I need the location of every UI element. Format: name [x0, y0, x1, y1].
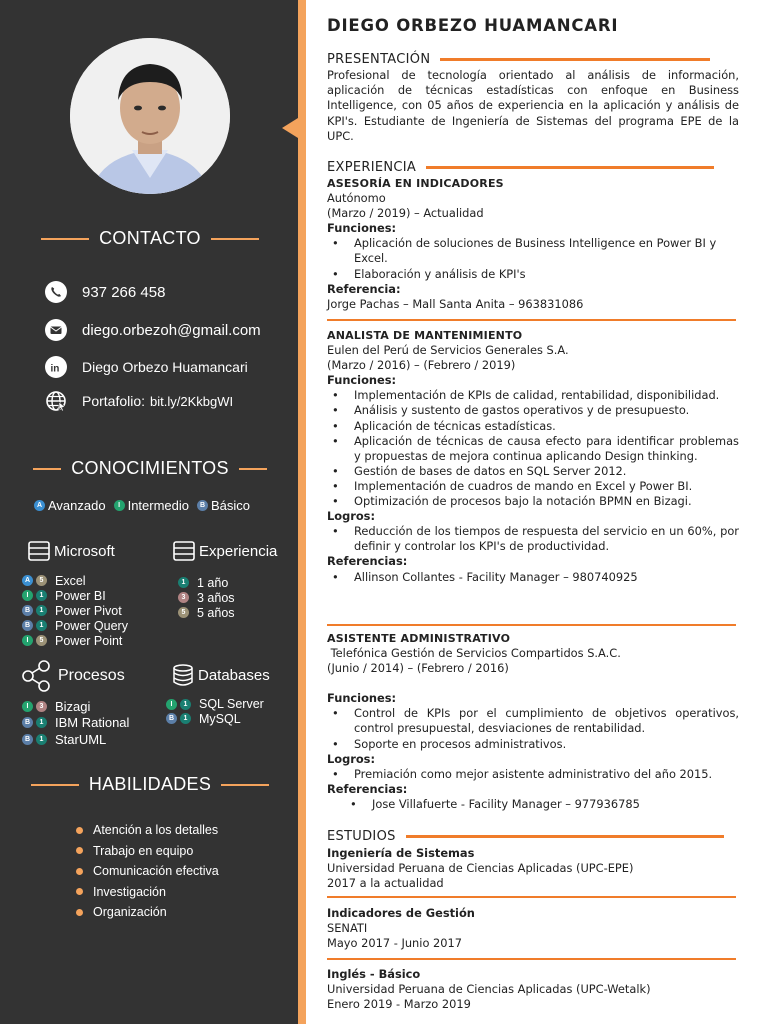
level-badge-icon: I — [22, 635, 33, 646]
job-3-company: Telefónica Gestión de Servicios Compartidos S.A.C. — [327, 646, 621, 661]
bullet-icon — [76, 868, 83, 875]
job-2-functions-label: Funciones: — [327, 373, 397, 388]
level-badge-icon: A — [22, 575, 33, 586]
job-2 — [327, 328, 739, 585]
years-badge-icon: 3 — [36, 701, 47, 712]
job-2-functions — [327, 388, 739, 509]
experience-heading — [327, 160, 714, 175]
skill-label: Excel — [55, 573, 86, 588]
job-1-title: ASESORÍA EN INDICADORES — [327, 177, 504, 190]
study-3-institution: Universidad Peruana de Ciencias Aplicadas (UPC-Wetalk) — [327, 982, 651, 997]
job-2-references — [327, 570, 739, 585]
list-item: • Allinson Collantes - Facility Manager – 980740925 — [327, 570, 739, 585]
level-badge-icon: B — [22, 717, 33, 728]
job-3-title: ASISTENTE ADMINISTRATIVO — [327, 632, 511, 645]
skill-label: 5 años — [197, 605, 235, 620]
study-2-period: Mayo 2017 - Junio 2017 — [327, 936, 463, 951]
processes-skill-list — [22, 698, 129, 748]
job-1-functions-label: Funciones: — [327, 221, 397, 236]
job-1-reference-label: Referencia: — [327, 281, 401, 296]
table-icon — [28, 541, 50, 561]
list-item: • Reducción de los tiempos de respuesta del servicio en un 60%, por definir y controlar los KPI's de productividad. — [327, 524, 739, 554]
skill-item — [76, 841, 219, 862]
list-item: • Control de KPIs por el cumplimiento de objetivos operativos, control presupuestal, desviaciones de rentabilidad. — [327, 706, 739, 736]
study-3-period: Enero 2019 - Marzo 2019 — [327, 997, 471, 1012]
processes-title-label: Procesos — [58, 667, 125, 684]
skill-item — [76, 861, 219, 882]
experience-heading-label: EXPERIENCIA — [327, 160, 417, 175]
list-item: • Soporte en procesos administrativos. — [327, 737, 739, 752]
list-item: • Jose Villafuerte - Facility Manager – 977936785 — [345, 797, 739, 812]
portfolio-label: Portafolio: — [82, 393, 146, 409]
presentation-text: Profesional de tecnología orientado al análisis de información, aplicación de técnicas estadísticas con enfoque en Business Intelligence, con 05 años de experiencia en la aplicación y análisis de KPI's. Estudiante de Ingeniería de Sistemas del programa EPE de la UPC. — [327, 68, 739, 143]
skill-label: Power Point — [55, 633, 123, 648]
skill-row — [22, 588, 128, 603]
skills-heading-label: HABILIDADES — [88, 774, 212, 794]
experience-year-list — [178, 575, 235, 620]
studies-heading-label: ESTUDIOS — [327, 829, 396, 844]
avatar — [70, 38, 230, 194]
database-icon — [172, 664, 194, 686]
knowledge-heading — [20, 458, 280, 479]
spacer — [327, 676, 739, 691]
skill-row — [166, 712, 264, 727]
skill-item-label: Comunicación efectiva — [93, 864, 219, 879]
skill-label: StarUML — [55, 731, 107, 747]
page-title: DIEGO ORBEZO HUAMANCARI — [327, 16, 619, 35]
years-badge-icon: 1 — [178, 577, 189, 588]
experience-title-label: Experiencia — [199, 542, 278, 560]
skill-row — [22, 715, 129, 732]
job-3-functions — [327, 706, 739, 751]
job-1 — [327, 176, 739, 312]
linkedin-icon — [44, 355, 68, 379]
years-badge-icon: 1 — [180, 713, 191, 724]
list-item: • Implementación de KPIs de calidad, rentabilidad, disponibilidad. — [327, 388, 739, 403]
skill-row — [22, 698, 129, 715]
list-item: • Aplicación de soluciones de Business Intelligence en Power BI y Excel. — [327, 236, 739, 266]
job-3 — [327, 631, 739, 812]
skill-label: 3 años — [197, 590, 235, 605]
job-3-references — [327, 797, 739, 812]
job-3-achievements-label: Logros: — [327, 751, 376, 766]
microsoft-skill-list — [22, 573, 128, 648]
level-badge-icon: B — [22, 620, 33, 631]
contact-email — [44, 318, 261, 342]
legend-advanced: Avanzado — [48, 498, 106, 513]
skill-item-label: Organización — [93, 905, 167, 920]
contact-linkedin — [44, 355, 248, 379]
skill-label: Power Pivot — [55, 603, 122, 618]
databases-skill-list — [166, 697, 264, 726]
sidebar-pointer-arrow — [282, 118, 298, 138]
list-item: • Optimización de procesos bajo la notación BPMN en Bizagi. — [327, 494, 739, 509]
level-badge-icon: I — [22, 701, 33, 712]
skill-item-label: Investigación — [93, 884, 166, 899]
skill-label: Power Query — [55, 618, 128, 633]
section-divider — [327, 958, 736, 960]
years-badge-icon: 1 — [36, 734, 47, 745]
section-rule — [426, 166, 714, 169]
list-item: • Aplicación de técnicas estadísticas. — [327, 419, 739, 434]
skill-label: IBM Rational — [55, 715, 130, 731]
job-2-achievements — [327, 524, 739, 554]
list-item: • Gestión de bases de datos en SQL Server 2012. — [327, 464, 739, 479]
databases-title — [172, 664, 270, 686]
skills-heading — [20, 774, 280, 795]
study-3-title: Inglés - Básico — [327, 967, 421, 981]
skill-row — [22, 618, 128, 633]
study-2-title: Indicadores de Gestión — [327, 906, 475, 920]
skill-row — [178, 575, 235, 590]
heading-line — [33, 468, 61, 470]
skill-row — [22, 573, 128, 588]
contact-phone — [44, 280, 165, 304]
skill-label: Bizagi — [55, 698, 91, 714]
study-1-title: Ingeniería de Sistemas — [327, 846, 475, 860]
processes-title — [20, 660, 125, 692]
globe-icon — [44, 389, 68, 413]
section-divider — [327, 896, 736, 898]
microsoft-title-label: Microsoft — [54, 542, 115, 560]
skill-row — [178, 605, 235, 620]
list-item: • Análisis y sustento de gastos operativos y de presupuesto. — [327, 403, 739, 418]
heading-line — [239, 468, 267, 470]
years-badge-icon: 1 — [36, 605, 47, 616]
list-item: • Aplicación de técnicas de causa efecto para identificar problemas y propuestas de mejora continua aplicando Design thinking. — [327, 434, 739, 464]
experience-title — [173, 541, 277, 561]
job-3-functions-label: Funciones: — [327, 691, 397, 706]
section-rule — [440, 58, 710, 61]
study-2-institution: SENATI — [327, 921, 368, 936]
studies-heading — [327, 829, 724, 844]
job-2-company: Eulen del Perú de Servicios Generales S.A. — [327, 343, 569, 358]
job-3-achievements — [327, 767, 739, 782]
study-1 — [327, 846, 739, 891]
section-divider — [327, 319, 736, 321]
advanced-level-icon: A — [34, 500, 45, 511]
years-badge-icon: 3 — [178, 592, 189, 603]
years-badge-icon: 5 — [36, 635, 47, 646]
contact-portfolio — [44, 389, 233, 413]
job-2-title: ANALISTA DE MANTENIMIENTO — [327, 329, 523, 342]
study-3 — [327, 967, 739, 1012]
level-legend — [34, 498, 250, 513]
heading-line — [211, 238, 259, 240]
basic-level-icon: B — [197, 500, 208, 511]
skill-item — [76, 820, 219, 841]
legend-intermediate: Intermedio — [127, 498, 190, 513]
list-item: • Premiación como mejor asistente administrativo del año 2015. — [327, 767, 739, 782]
section-divider — [327, 624, 736, 626]
linkedin-name[interactable]: Diego Orbezo Huamancari — [82, 359, 248, 375]
envelope-icon — [44, 318, 68, 342]
job-1-reference: Jorge Pachas – Mall Santa Anita – 963831086 — [327, 296, 584, 311]
heading-line — [41, 238, 89, 240]
skill-row — [22, 731, 129, 748]
svg-text:in: in — [50, 363, 60, 375]
bullet-icon — [76, 847, 83, 854]
skill-row — [178, 590, 235, 605]
section-rule — [406, 835, 724, 838]
presentation-heading-label: PRESENTACIÓN — [327, 52, 431, 67]
job-2-achievements-label: Logros: — [327, 509, 376, 524]
sidebar-accent-stripe — [298, 0, 306, 1024]
phone-icon — [44, 280, 68, 304]
knowledge-heading-label: CONOCIMIENTOS — [71, 458, 229, 478]
study-2 — [327, 906, 739, 951]
years-badge-icon: 5 — [36, 575, 47, 586]
bullet-icon — [76, 888, 83, 895]
years-badge-icon: 5 — [178, 607, 189, 618]
email-address[interactable]: diego.orbezoh@gmail.com — [82, 321, 261, 339]
skill-label: MySQL — [199, 711, 241, 726]
skill-label: 1 año — [197, 575, 229, 590]
databases-title-label: Databases — [198, 666, 270, 684]
job-2-references-label: Referencias: — [327, 554, 408, 569]
job-1-period: (Marzo / 2019) – Actualidad — [327, 206, 484, 221]
level-badge-icon: B — [22, 734, 33, 745]
skill-row — [166, 697, 264, 712]
list-item: • Elaboración y análisis de KPI's — [327, 267, 739, 282]
study-1-institution: Universidad Peruana de Ciencias Aplicadas (UPC-EPE) — [327, 861, 634, 876]
bullet-icon — [76, 827, 83, 834]
study-1-period: 2017 a la actualidad — [327, 876, 444, 891]
contact-heading — [20, 228, 280, 249]
level-badge-icon: B — [22, 605, 33, 616]
legend-basic: Básico — [211, 498, 251, 513]
years-badge-icon: 1 — [36, 620, 47, 631]
intermediate-level-icon: I — [114, 500, 125, 511]
years-badge-icon: 1 — [36, 590, 47, 601]
heading-line — [31, 784, 79, 786]
job-3-period: (Junio / 2014) – (Febrero / 2016) — [327, 661, 509, 676]
presentation-heading — [327, 52, 710, 67]
years-badge-icon: 1 — [180, 699, 191, 710]
skill-label: Power BI — [55, 588, 106, 603]
job-2-period: (Marzo / 2016) – (Febrero / 2019) — [327, 358, 516, 373]
level-badge-icon: I — [22, 590, 33, 601]
job-1-company: Autónomo — [327, 191, 386, 206]
list-item: • Implementación de cuadros de mando en Excel y Power BI. — [327, 479, 739, 494]
network-icon — [20, 660, 54, 692]
skill-row — [22, 603, 128, 618]
portfolio-url[interactable]: bit.ly/2KkbgWI — [150, 393, 234, 409]
job-1-functions — [327, 236, 739, 281]
skill-row — [22, 633, 128, 648]
phone-number: 937 266 458 — [82, 283, 166, 301]
skills-list — [76, 820, 219, 923]
contact-heading-label: CONTACTO — [99, 228, 201, 248]
skill-item — [76, 902, 219, 923]
skill-item — [76, 882, 219, 903]
skill-label: SQL Server — [199, 697, 264, 712]
microsoft-title — [28, 541, 115, 561]
level-badge-icon: B — [166, 713, 177, 724]
skill-item-label: Trabajo en equipo — [93, 843, 194, 858]
job-3-references-label: Referencias: — [327, 781, 408, 796]
table-icon — [173, 541, 195, 561]
skill-item-label: Atención a los detalles — [93, 823, 219, 838]
years-badge-icon: 1 — [36, 717, 47, 728]
level-badge-icon: I — [166, 699, 177, 710]
heading-line — [221, 784, 269, 786]
bullet-icon — [76, 909, 83, 916]
